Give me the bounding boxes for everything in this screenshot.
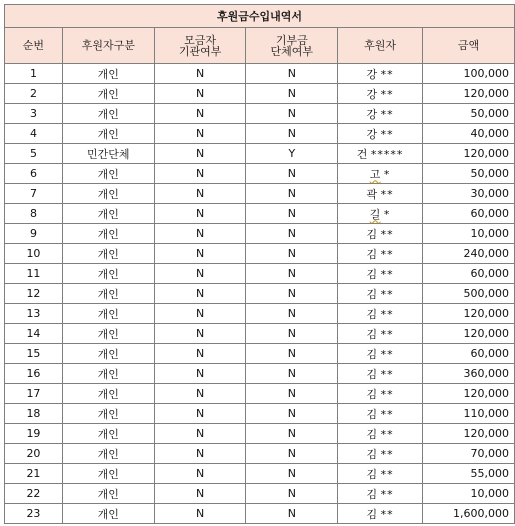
cell-donor: [338, 444, 423, 464]
donor-surname: 김: [366, 467, 378, 481]
cell-no: 22: [5, 484, 63, 504]
cell-donor: [338, 284, 423, 304]
cell-fundraising-org: N: [154, 404, 246, 424]
donor-masked-name: **: [380, 107, 394, 121]
cell-donation-org: N: [246, 304, 338, 324]
table-row: [5, 124, 515, 144]
donor-surname: 강: [366, 67, 378, 81]
cell-fundraising-org: N: [154, 124, 246, 144]
cell-amount: 360,000: [423, 364, 515, 384]
cell-fundraising-org: N: [154, 164, 246, 184]
donor-masked-name: **: [380, 267, 394, 281]
cell-donor-type: 개인: [62, 184, 154, 204]
cell-donor-type: 개인: [62, 124, 154, 144]
cell-donor: [338, 264, 423, 284]
cell-donor: [338, 224, 423, 244]
cell-donation-org: N: [246, 84, 338, 104]
cell-no: 4: [5, 124, 63, 144]
donor-masked-name: **: [380, 487, 394, 501]
donor-masked-name: **: [380, 87, 394, 101]
donation-income-table: [4, 4, 515, 524]
donor-surname: 김: [366, 347, 378, 361]
cell-fundraising-org: N: [154, 424, 246, 444]
cell-donor: [338, 504, 423, 524]
cell-no: 9: [5, 224, 63, 244]
cell-donation-org: N: [246, 244, 338, 264]
cell-no: 14: [5, 324, 63, 344]
cell-donation-org: N: [246, 404, 338, 424]
donor-masked-name: **: [380, 187, 394, 201]
cell-amount: 120,000: [423, 84, 515, 104]
donor-surname: 김: [366, 267, 378, 281]
cell-no: 10: [5, 244, 63, 264]
donor-masked-name: **: [380, 347, 394, 361]
cell-donation-org: N: [246, 184, 338, 204]
cell-fundraising-org: N: [154, 464, 246, 484]
cell-fundraising-org: N: [154, 144, 246, 164]
cell-donor-type: 개인: [62, 64, 154, 84]
donor-surname: 김: [366, 367, 378, 381]
cell-amount: 10,000: [423, 484, 515, 504]
cell-donor-type: 개인: [62, 264, 154, 284]
donor-surname: 강: [366, 107, 378, 121]
cell-donor: [338, 404, 423, 424]
cell-amount: 120,000: [423, 384, 515, 404]
cell-donor: [338, 104, 423, 124]
cell-amount: 500,000: [423, 284, 515, 304]
cell-donor-type: 개인: [62, 444, 154, 464]
col-header-no: 순번: [5, 28, 63, 64]
cell-no: 2: [5, 84, 63, 104]
header-row: [5, 28, 515, 64]
cell-donor-type: 개인: [62, 424, 154, 444]
donor-surname: 김: [366, 487, 378, 501]
cell-no: 17: [5, 384, 63, 404]
cell-no: 6: [5, 164, 63, 184]
cell-fundraising-org: N: [154, 484, 246, 504]
cell-donation-org: N: [246, 344, 338, 364]
cell-amount: 120,000: [423, 304, 515, 324]
cell-donor: [338, 364, 423, 384]
cell-donor: [338, 464, 423, 484]
cell-fundraising-org: N: [154, 384, 246, 404]
table-row: [5, 204, 515, 224]
cell-fundraising-org: N: [154, 244, 246, 264]
cell-fundraising-org: N: [154, 504, 246, 524]
table-row: [5, 144, 515, 164]
cell-fundraising-org: N: [154, 64, 246, 84]
cell-amount: 120,000: [423, 424, 515, 444]
cell-amount: 10,000: [423, 224, 515, 244]
cell-donation-org: N: [246, 444, 338, 464]
cell-donor: [338, 324, 423, 344]
donor-surname: 길: [369, 207, 381, 221]
cell-donor-type: 개인: [62, 364, 154, 384]
donor-masked-name: **: [380, 507, 394, 521]
donor-surname: 김: [366, 407, 378, 421]
donor-masked-name: **: [380, 287, 394, 301]
table-row: [5, 444, 515, 464]
col-header-fundraising-org: 모금자 기관여부: [154, 28, 246, 64]
cell-donor-type: 개인: [62, 324, 154, 344]
donor-surname: 곽: [366, 187, 378, 201]
donor-masked-name: **: [380, 427, 394, 441]
cell-amount: 60,000: [423, 344, 515, 364]
cell-no: 23: [5, 504, 63, 524]
cell-donor-type: 개인: [62, 344, 154, 364]
cell-donor-type: 개인: [62, 504, 154, 524]
cell-donor-type: 개인: [62, 304, 154, 324]
cell-donor-type: 개인: [62, 164, 154, 184]
table-row: [5, 324, 515, 344]
table-row: [5, 384, 515, 404]
cell-no: 1: [5, 64, 63, 84]
donor-surname: 김: [366, 227, 378, 241]
cell-donor: [338, 144, 423, 164]
cell-amount: 1,600,000: [423, 504, 515, 524]
table-title: 후원금수입내역서: [5, 5, 515, 28]
cell-amount: 100,000: [423, 64, 515, 84]
cell-no: 20: [5, 444, 63, 464]
donor-surname: 김: [366, 507, 378, 521]
table-row: [5, 184, 515, 204]
cell-donor-type: 개인: [62, 404, 154, 424]
cell-donor-type: 개인: [62, 244, 154, 264]
donor-masked-name: **: [380, 407, 394, 421]
cell-donor: [338, 424, 423, 444]
cell-donation-org: N: [246, 364, 338, 384]
donor-surname: 김: [366, 247, 378, 261]
donor-surname: 김: [366, 287, 378, 301]
donor-masked-name: **: [380, 467, 394, 481]
cell-amount: 70,000: [423, 444, 515, 464]
cell-no: 15: [5, 344, 63, 364]
donor-masked-name: **: [380, 227, 394, 241]
cell-donation-org: N: [246, 424, 338, 444]
col-header-donor: 후원자: [338, 28, 423, 64]
table-row: [5, 364, 515, 384]
cell-donor: [338, 484, 423, 504]
table-row: [5, 64, 515, 84]
table-row: [5, 424, 515, 444]
cell-donor-type: 개인: [62, 284, 154, 304]
donor-surname: 고: [369, 167, 381, 181]
cell-fundraising-org: N: [154, 304, 246, 324]
donor-masked-name: **: [380, 387, 394, 401]
cell-donation-org: N: [246, 164, 338, 184]
cell-amount: 30,000: [423, 184, 515, 204]
cell-no: 21: [5, 464, 63, 484]
cell-donation-org: N: [246, 124, 338, 144]
cell-donation-org: N: [246, 384, 338, 404]
cell-fundraising-org: N: [154, 184, 246, 204]
table-row: [5, 344, 515, 364]
cell-fundraising-org: N: [154, 324, 246, 344]
cell-fundraising-org: N: [154, 104, 246, 124]
cell-donor-type: 개인: [62, 224, 154, 244]
cell-donor-type: 개인: [62, 484, 154, 504]
cell-donor-type: 개인: [62, 204, 154, 224]
cell-amount: 50,000: [423, 164, 515, 184]
cell-donor-type: 개인: [62, 84, 154, 104]
cell-donation-org: N: [246, 284, 338, 304]
cell-fundraising-org: N: [154, 444, 246, 464]
table-row: [5, 104, 515, 124]
cell-amount: 40,000: [423, 124, 515, 144]
cell-no: 18: [5, 404, 63, 424]
donor-masked-name: **: [380, 127, 394, 141]
cell-donor-type: 개인: [62, 464, 154, 484]
donor-masked-name: **: [380, 307, 394, 321]
cell-donor: [338, 204, 423, 224]
cell-donation-org: N: [246, 264, 338, 284]
cell-donation-org: N: [246, 64, 338, 84]
cell-fundraising-org: N: [154, 204, 246, 224]
cell-no: 5: [5, 144, 63, 164]
donor-masked-name: *: [383, 167, 391, 181]
cell-no: 3: [5, 104, 63, 124]
cell-donor-type: 민간단체: [62, 144, 154, 164]
cell-no: 13: [5, 304, 63, 324]
cell-donor: [338, 184, 423, 204]
table-row: [5, 264, 515, 284]
table-row: [5, 404, 515, 424]
cell-amount: 50,000: [423, 104, 515, 124]
cell-fundraising-org: N: [154, 264, 246, 284]
cell-fundraising-org: N: [154, 364, 246, 384]
donor-surname: 강: [366, 87, 378, 101]
cell-donor: [338, 84, 423, 104]
cell-donation-org: Y: [246, 144, 338, 164]
table-body: [5, 64, 515, 524]
cell-no: 7: [5, 184, 63, 204]
cell-donor-type: 개인: [62, 384, 154, 404]
cell-amount: 240,000: [423, 244, 515, 264]
cell-no: 16: [5, 364, 63, 384]
cell-donor: [338, 244, 423, 264]
cell-donor: [338, 124, 423, 144]
cell-donation-org: N: [246, 504, 338, 524]
donor-masked-name: **: [380, 67, 394, 81]
cell-donor-type: 개인: [62, 104, 154, 124]
cell-no: 11: [5, 264, 63, 284]
donor-masked-name: *****: [370, 147, 404, 161]
table-row: [5, 484, 515, 504]
donor-surname: 김: [366, 327, 378, 341]
cell-no: 19: [5, 424, 63, 444]
col-header-donation-org: 기부금 단체여부: [246, 28, 338, 64]
table-row: [5, 164, 515, 184]
cell-donor: [338, 64, 423, 84]
donor-masked-name: **: [380, 327, 394, 341]
cell-amount: 60,000: [423, 204, 515, 224]
cell-donation-org: N: [246, 324, 338, 344]
col-header-amount: 금액: [423, 28, 515, 64]
cell-donor: [338, 304, 423, 324]
donor-masked-name: **: [380, 247, 394, 261]
cell-donation-org: N: [246, 104, 338, 124]
table-row: [5, 84, 515, 104]
cell-donation-org: N: [246, 224, 338, 244]
donor-surname: 김: [366, 307, 378, 321]
donor-masked-name: **: [380, 367, 394, 381]
table-row: [5, 284, 515, 304]
cell-donation-org: N: [246, 484, 338, 504]
cell-fundraising-org: N: [154, 284, 246, 304]
cell-donor: [338, 344, 423, 364]
donor-surname: 건: [356, 147, 368, 161]
cell-fundraising-org: N: [154, 344, 246, 364]
donor-masked-name: **: [380, 447, 394, 461]
table-row: [5, 304, 515, 324]
donor-surname: 김: [366, 387, 378, 401]
table-row: [5, 224, 515, 244]
cell-no: 8: [5, 204, 63, 224]
cell-no: 12: [5, 284, 63, 304]
table-row: [5, 244, 515, 264]
cell-donation-org: N: [246, 204, 338, 224]
cell-donor: [338, 384, 423, 404]
table-row: [5, 504, 515, 524]
donor-surname: 김: [366, 427, 378, 441]
cell-amount: 110,000: [423, 404, 515, 424]
col-header-donor-type: 후원자구분: [62, 28, 154, 64]
cell-fundraising-org: N: [154, 84, 246, 104]
cell-amount: 120,000: [423, 324, 515, 344]
cell-fundraising-org: N: [154, 224, 246, 244]
donor-masked-name: *: [383, 207, 391, 221]
cell-amount: 120,000: [423, 144, 515, 164]
table-row: [5, 464, 515, 484]
donor-surname: 김: [366, 447, 378, 461]
cell-donor: [338, 164, 423, 184]
donor-surname: 강: [366, 127, 378, 141]
cell-amount: 60,000: [423, 264, 515, 284]
cell-amount: 55,000: [423, 464, 515, 484]
cell-donation-org: N: [246, 464, 338, 484]
